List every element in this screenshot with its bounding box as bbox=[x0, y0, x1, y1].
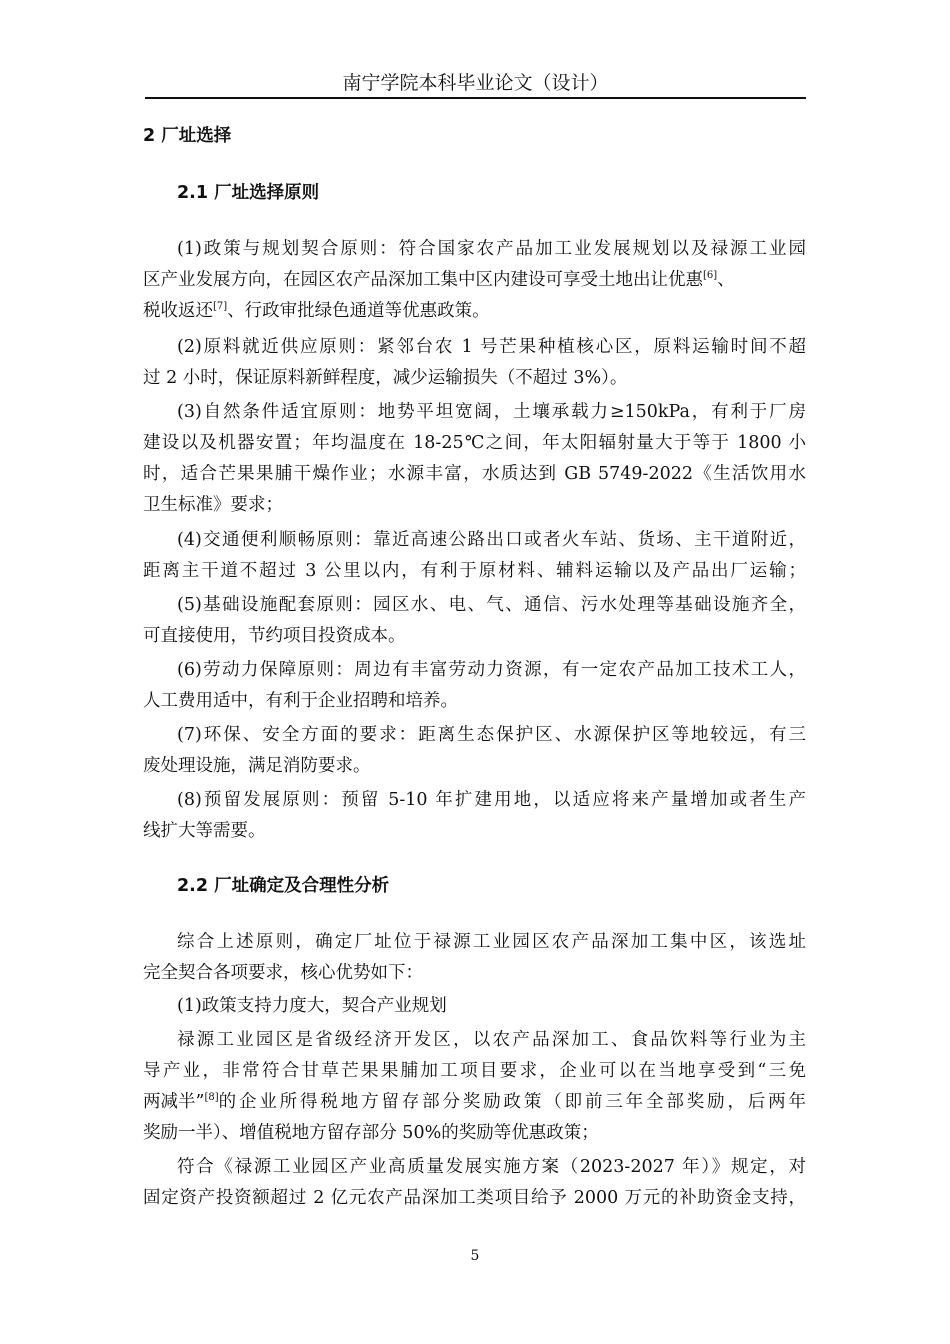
paragraph-line: 固定资产投资额超过 2 亿元农产品深加工类项目给予 2000 万元的补助资金支持， bbox=[143, 1188, 806, 1208]
citation-7: [7] bbox=[213, 301, 228, 313]
section-heading-2-1: 2.1 厂址选择原则 bbox=[177, 183, 320, 203]
header-rule bbox=[145, 97, 806, 99]
paragraph-line: 税收返还[7]、行政审批绿色通道等优惠政策。 bbox=[143, 301, 490, 321]
paragraph-line: 人工费用适中，有利于企业招聘和培养。 bbox=[143, 691, 458, 711]
paragraph-line: (7)环保、安全方面的要求：距离生态保护区、水源保护区等地较远，有三 bbox=[177, 725, 806, 745]
paragraph-line: 建设以及机器安置；年均温度在 18-25℃之间，年太阳辐射量大于等于 1800 小 bbox=[143, 433, 806, 453]
paragraph-line: 区产业发展方向，在园区农产品深加工集中区内建设可享受土地出让优惠[6]、 bbox=[143, 270, 735, 290]
paragraph-line: 符合《禄源工业园区产业高质量发展实施方案（2023-2027 年）》规定，对 bbox=[177, 1157, 806, 1177]
section-heading-2: 2 厂址选择 bbox=[143, 126, 232, 146]
paragraph-line: 禄源工业园区是省级经济开发区，以农产品深加工、食品饮料等行业为主 bbox=[177, 1030, 806, 1050]
paragraph-line: 过 2 小时，保证原料新鲜程度，减少运输损失（不超过 3%）。 bbox=[143, 368, 628, 388]
paragraph-line: (4)交通便利顺畅原则：靠近高速公路出口或者火车站、货场、主干道附近， bbox=[177, 530, 806, 550]
paragraph-line: 废处理设施，满足消防要求。 bbox=[143, 756, 371, 776]
section-heading-2-2: 2.2 厂址确定及合理性分析 bbox=[177, 876, 390, 896]
paragraph-line: (2)原料就近供应原则：紧邻台农 1 号芒果种植核心区，原料运输时间不超 bbox=[177, 337, 806, 357]
paragraph-line: 奖励一半）、增值税地方留存部分 50%的奖励等优惠政策； bbox=[143, 1123, 599, 1143]
paragraph-line: (6)劳动力保障原则：周边有丰富劳动力资源，有一定农产品加工技术工人， bbox=[177, 660, 806, 680]
paragraph-line: (8)预留发展原则：预留 5-10 年扩建用地，以适应将来产量增加或者生产 bbox=[177, 790, 806, 810]
paragraph-line: 距离主干道不超过 3 公里以内，有利于原材料、辅料运输以及产品出厂运输； bbox=[143, 561, 806, 581]
page-number: 5 bbox=[470, 1248, 480, 1264]
paragraph-line: 可直接使用，节约项目投资成本。 bbox=[143, 626, 406, 646]
paragraph-line: 卫生标准》要求； bbox=[143, 495, 283, 515]
paragraph-line: 时，适合芒果果脯干燥作业；水源丰富，水质达到 GB 5749-2022《生活饮用水 bbox=[143, 464, 806, 484]
paragraph-line: 两减半”[8] 的企业所得税地方留存部分奖励政策（即前三年全部奖励，后两年 bbox=[143, 1092, 806, 1112]
paragraph-line: (3)自然条件适宜原则：地势平坦宽阔，土壤承载力≥150kPa，有利于厂房 bbox=[177, 402, 806, 422]
citation-8: [8] bbox=[204, 1092, 219, 1104]
paragraph-line: 导产业，非常符合甘草芒果果脯加工项目要求，企业可以在当地享受到“三免 bbox=[143, 1061, 806, 1081]
paragraph-line: 完全契合各项要求，核心优势如下： bbox=[143, 963, 423, 983]
paragraph-line: 综合上述原则，确定厂址位于禄源工业园区农产品深加工集中区，该选址 bbox=[177, 932, 806, 952]
header-title: 南宁学院本科毕业论文（设计） bbox=[342, 72, 609, 94]
paragraph-line: (5)基础设施配套原则：园区水、电、气、通信、污水处理等基础设施齐全， bbox=[177, 595, 806, 615]
citation-6: [6] bbox=[703, 270, 718, 282]
paragraph-line: (1)政策支持力度大，契合产业规划 bbox=[177, 996, 447, 1016]
paragraph-line: (1)政策与规划契合原则：符合国家农产品加工业发展规划以及禄源工业园 bbox=[177, 239, 806, 259]
paragraph-line: 线扩大等需要。 bbox=[143, 821, 266, 841]
